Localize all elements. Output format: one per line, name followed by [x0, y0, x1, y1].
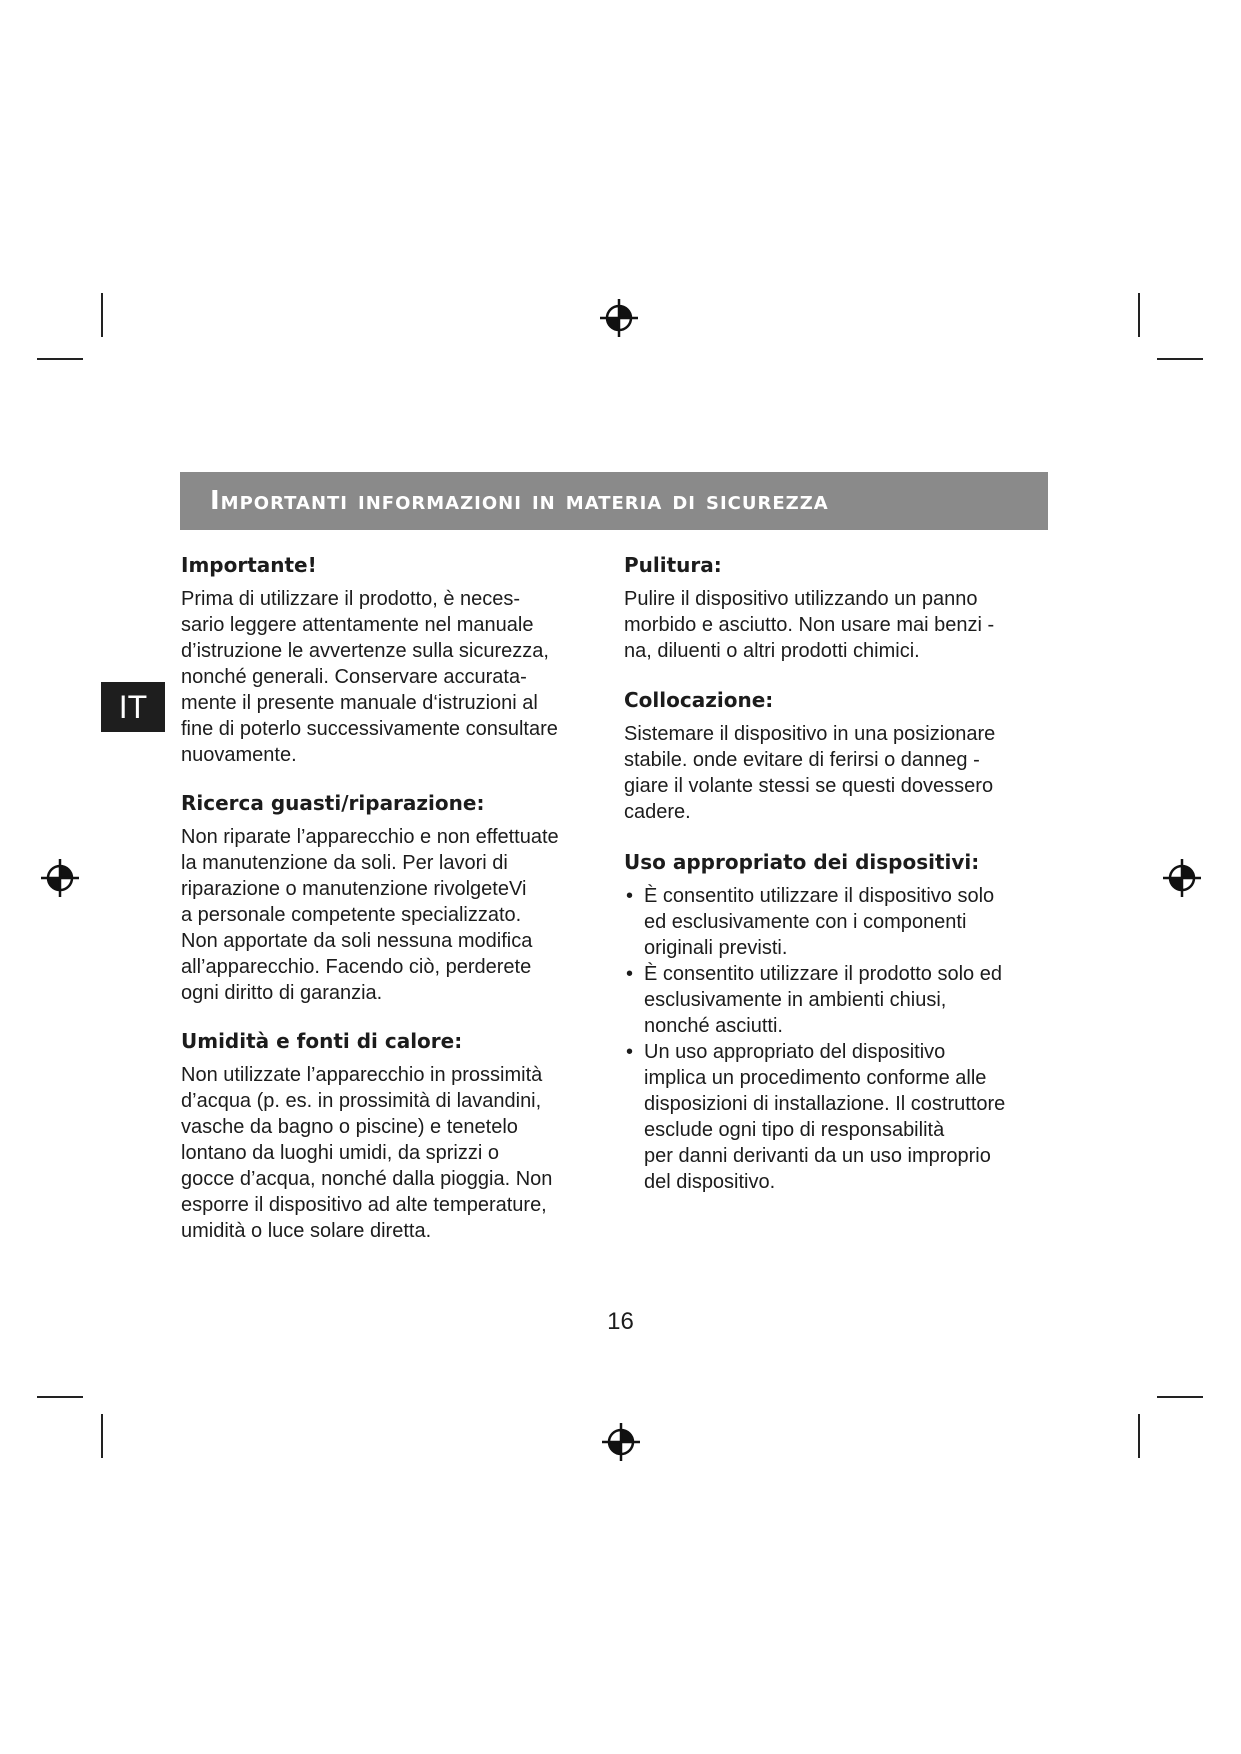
section-heading: Collocazione:	[624, 688, 774, 712]
registration-mark-icon	[1162, 858, 1202, 898]
left-column	[181, 552, 601, 1269]
crop-mark	[1138, 1414, 1140, 1458]
language-tab: IT	[101, 682, 165, 732]
registration-mark-icon	[601, 1422, 641, 1462]
section-text: Pulire il dispositivo utilizzando un panno morbido e asciutto. Non usare mai benzi - na, diluenti o altri prodotti chimici.	[624, 588, 995, 662]
section-important	[181, 552, 601, 768]
section-heading: Umidità e fonti di calore:	[181, 1029, 463, 1053]
section-cleaning	[624, 552, 1044, 664]
registration-mark-icon	[599, 298, 639, 338]
page-title: Importanti informazioni in materia di sicurezza	[180, 472, 1048, 530]
right-column	[624, 552, 1044, 1220]
list-item: • È consentito utilizzare il prodotto solo ed esclusivamente in ambienti chiusi, nonché asciutti.	[624, 961, 1044, 1039]
section-text: Non utilizzate l’apparecchio in prossimità d’acqua (p. es. in prossimità di lavandini, vasche da bagno o piscine) e tenetelo lontano da luoghi umidi, da sprizzi o gocce d’acqua, nonché dalla pioggia. Non esporre il dispositivo ad alte temperature, umidità o luce solare diretta.	[181, 1064, 553, 1242]
section-placement	[624, 687, 1044, 825]
crop-mark	[37, 358, 83, 360]
section-heading: Pulitura:	[624, 553, 722, 577]
crop-mark	[101, 293, 103, 337]
section-repair	[181, 790, 601, 1006]
crop-mark	[1138, 293, 1140, 337]
section-heading: Ricerca guasti/riparazione:	[181, 791, 485, 815]
crop-mark	[1157, 358, 1203, 360]
list-item: • È consentito utilizzare il dispositivo solo ed esclusivamente con i componenti originali previsti.	[624, 883, 1044, 961]
section-text: Non riparate l’apparecchio e non effettuate la manutenzione da soli. Per lavori di riparazione o manutenzione rivolgeteVi a personale competente specializzato. Non apportate da soli nessuna modifica all’apparecchio. Facendo ciò, perderete ogni diritto di garanzia.	[181, 826, 559, 1004]
crop-mark	[101, 1414, 103, 1458]
bullet-list	[624, 883, 1044, 1195]
crop-mark	[37, 1396, 83, 1398]
section-proper-use	[624, 849, 1044, 1195]
list-item: • Un uso appropriato del dispositivo implica un procedimento conforme alle disposizioni di installazione. Il costruttore esclude ogni tipo di responsabilità per danni derivanti da un uso improprio del dispositivo.	[624, 1039, 1044, 1195]
section-heading: Uso appropriato dei dispositivi:	[624, 850, 980, 874]
section-heading: Importante!	[181, 553, 317, 577]
registration-mark-icon	[40, 858, 80, 898]
section-text: Sistemare il dispositivo in una posizionare stabile. onde evitare di ferirsi o danneg - giare il volante stessi se questi dovessero cadere.	[624, 723, 996, 823]
page-number: 16	[607, 1308, 634, 1335]
section-humidity	[181, 1028, 601, 1244]
section-text: Prima di utilizzare il prodotto, è neces- sario leggere attentamente nel manuale d’istruzione le avvertenze sulla sicurezza, nonché generali. Conservare accurata- mente il presente manuale d‘istruzioni al fine di poterlo successivamente consultare nuovamente.	[181, 588, 558, 766]
crop-mark	[1157, 1396, 1203, 1398]
